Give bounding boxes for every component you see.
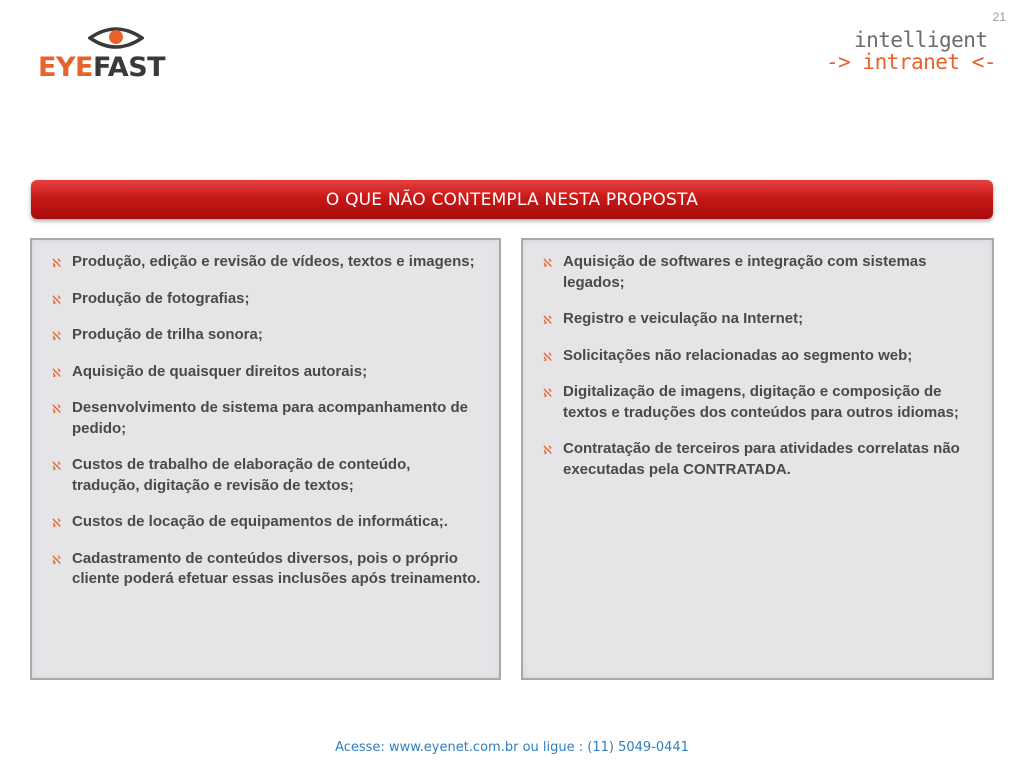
- right-panel: [521, 238, 994, 680]
- bullet-icon: ℵ: [543, 386, 552, 400]
- bullet-icon: ℵ: [543, 443, 552, 457]
- footer-contact: Acesse: www.eyenet.com.br ou ligue : (11) 5049-0441: [335, 740, 689, 755]
- list-item: [50, 455, 481, 496]
- section-banner: [31, 180, 993, 219]
- left-exclusions-list: [32, 240, 499, 590]
- list-item-text: Produção de fotografias;: [72, 289, 250, 307]
- bullet-icon: ℵ: [52, 329, 61, 343]
- list-item: [541, 309, 974, 330]
- bullet-icon: ℵ: [52, 365, 61, 380]
- list-item: [50, 289, 481, 310]
- list-item-text: Custos de locação de equipamentos de informática;.: [72, 513, 448, 530]
- banner-title: O QUE NÃO CONTEMPLA NESTA PROPOSTA: [325, 189, 699, 210]
- list-item-text: Aquisição de softwares e integração com sistemas legados;: [563, 253, 927, 291]
- list-item: [541, 252, 974, 293]
- eye-icon: [88, 24, 144, 52]
- list-item-text: Registro e veiculação na Internet;: [563, 310, 804, 327]
- list-item-text: Cadastramento de conteúdos diversos, pois o próprio cliente poderá efetuar essas inclusões após treinamento.: [72, 549, 481, 587]
- list-item-text: Custos de trabalho de elaboração de conteúdo, tradução, digitação e revisão de textos;: [72, 456, 411, 494]
- list-item: [541, 382, 974, 423]
- list-item: [50, 325, 481, 346]
- list-item-text: Aquisição de quaisquer direitos autorais;: [72, 362, 368, 380]
- list-item-text: Digitalização de imagens, digitação e composição de textos e traduções dos conteúdos para outros idiomas;: [563, 383, 959, 421]
- list-item: [50, 398, 481, 439]
- list-item: [50, 549, 481, 590]
- bullet-icon: ℵ: [52, 292, 61, 307]
- list-item-text: Desenvolvimento de sistema para acompanhamento de pedido;: [72, 399, 468, 437]
- bullet-icon: ℵ: [52, 402, 61, 416]
- page-number: 21: [992, 10, 1006, 24]
- bullet-icon: ℵ: [52, 459, 61, 473]
- bullet-icon: ℵ: [543, 313, 552, 327]
- list-item: [50, 362, 481, 383]
- logo-intranet-text: -> intranet <-: [826, 50, 997, 74]
- list-item: [50, 512, 481, 533]
- list-item-text: Contratação de terceiros para atividades correlatas não executadas pela CONTRATADA.: [563, 440, 960, 478]
- logo-eye-text: EYE: [38, 52, 93, 83]
- eyefast-wordmark: [38, 54, 165, 81]
- list-item-text: Solicitações não relacionadas ao segmento web;: [563, 346, 913, 364]
- logo-intelligent-text: intelligent: [854, 28, 988, 52]
- logo-fast-text: FAST: [92, 52, 166, 83]
- intelligent-intranet-logo: [826, 28, 996, 78]
- bullet-icon: ℵ: [543, 349, 552, 364]
- list-item-text: Produção, edição e revisão de vídeos, textos e imagens;: [72, 253, 475, 270]
- right-exclusions-list: [523, 240, 992, 480]
- list-item: [541, 439, 974, 480]
- bullet-icon: ℵ: [52, 552, 61, 567]
- bullet-icon: ℵ: [543, 256, 552, 270]
- list-item: [541, 346, 974, 367]
- list-item-text: Produção de trilha sonora;: [72, 326, 263, 343]
- bullet-icon: ℵ: [52, 256, 61, 270]
- eyefast-logo: [38, 24, 198, 84]
- left-panel: [30, 238, 501, 680]
- list-item: [50, 252, 481, 273]
- bullet-icon: ℵ: [52, 516, 61, 530]
